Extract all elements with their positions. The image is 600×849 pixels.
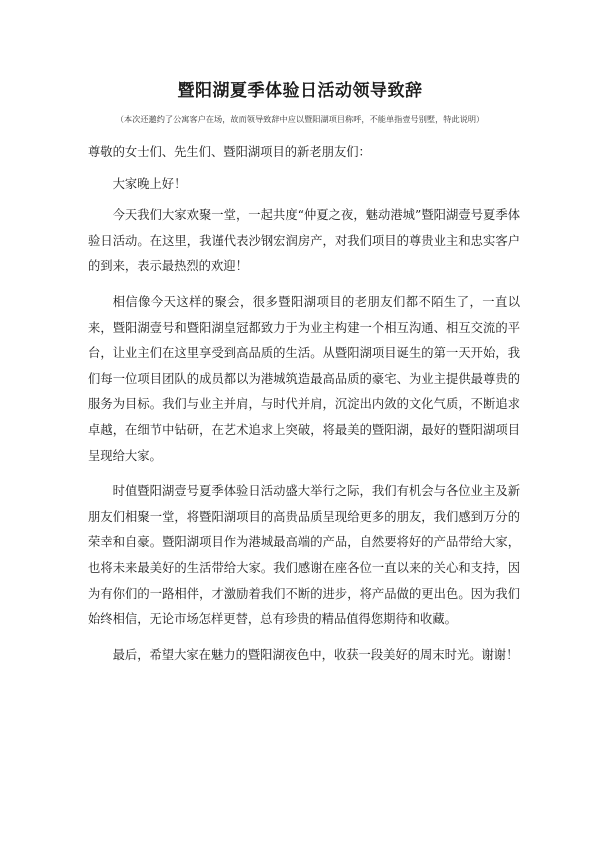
speech-body	[88, 140, 520, 678]
paragraph-welcome: 今天我们大家欢聚一堂，一起共度“仲夏之夜，魅动港城”暨阳湖壹号夏季体验日活动。在这里，我谨代表沙钢宏润房产，对我们项目的尊贵业主和忠实客户的到来，表示最热烈的欢迎！	[88, 208, 520, 274]
paragraph-gratitude: 时值暨阳湖壹号夏季体验日活动盛大举行之际，我们有机会与各位业主及新朋友们相聚一堂，将暨阳湖项目的高贵品质呈现给更多的朋友，我们感到万分的荣幸和自豪。暨阳湖项目作为港城最高端的产品，自然要将好的产品带给大家，也将未来最美好的生活带给大家。我们感谢在座各位一直以来的关心和支持，因为有你们的一路相伴，才激励着我们不断的进步，将产品做的更出色。因为我们始终相信，无论市场怎样更替，总有珍贵的精品值得您期待和收藏。	[88, 484, 520, 627]
paragraph-history: 相信像今天这样的聚会，很多暨阳湖项目的老朋友们都不陌生了，一直以来，暨阳湖壹号和暨阳湖皇冠都致力于为业主构建一个相互沟通、相互交流的平台，让业主们在这里享受到高品质的生活。从暨阳湖项目诞生的第一天开始，我们每一位项目团队的成员都以为港城筑造最高品质的豪宅、为业主提供最尊贵的服务为目标。我们与业主并肩，与时代并肩，沉淀出内敛的文化气质，不断追求卓越，在细节中钻研，在艺术追求上突破，将最美的暨阳湖，最好的暨阳湖项目呈现给大家。	[88, 294, 520, 463]
salutation: 尊敬的女士们、先生们、暨阳湖项目的新老朋友们：	[88, 145, 371, 159]
paragraph-closing: 最后，希望大家在魅力的暨阳湖夜色中，收获一段美好的周末时光。谢谢！	[112, 647, 519, 662]
editorial-note: （本次还邀约了公寓客户在场，故而领导致辞中应以暨阳湖项目称呼，不能单指壹号别墅，特此说明）	[115, 114, 485, 124]
greeting: 大家晚上好！	[112, 176, 187, 191]
page-title: 暨阳湖夏季体验日活动领导致辞	[177, 81, 423, 101]
